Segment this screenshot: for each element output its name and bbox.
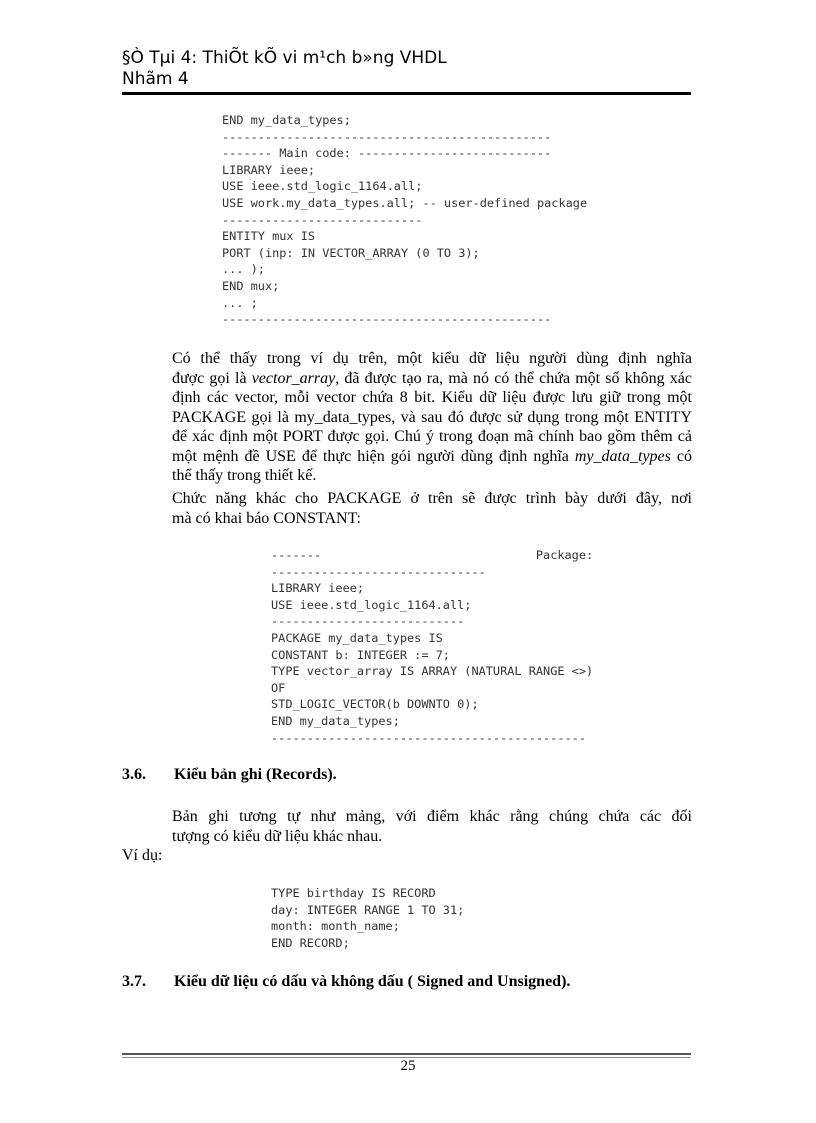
header-title: §Ò Tµi 4: ThiÕt kÕ vi m¹ch b»ng VHDL (122, 48, 447, 68)
paragraph-line: PACKAGE gọi là my_data_types, và sau đó được sử dụng trong một ENTITY (172, 408, 692, 426)
header-group: Nhãm 4 (122, 69, 189, 89)
paragraph-line: Bản ghi tương tự như mảng, với điểm khác rằng chúng chứa các đối (172, 808, 692, 825)
paragraph-constant-intro (122, 489, 692, 528)
code-block-main: END my_data_types; ---------------------------------------------- ------- Main code: --------------------------- LIBRARY ieee; USE ieee.std_logic_1164.all; USE work.my_data_types.all; -- user-defined package ---------------------------- ENTITY mux IS PORT (inp: IN VECTOR_ARRAY (0 TO 3); ... ); END mux; ... ; ---------------------------------------------- (222, 113, 588, 327)
paragraph-line: Chức năng khác cho PACKAGE ở trên sẽ được trình bày dưới đây, nơi (172, 490, 692, 507)
page-number: 25 (400, 1058, 416, 1074)
paragraph-vector-array (122, 349, 692, 486)
section-heading-signed (122, 973, 570, 991)
example-label: Ví dụ: (122, 847, 163, 864)
paragraph-line: được gọi là vector_array, đã được tạo ra, mà nó có thể chứa một số không xác (172, 369, 692, 387)
section-title: Kiểu dữ liệu có dấu và không dấu ( Signed and Unsigned). (174, 973, 571, 990)
paragraph-line: thể thấy trong thiết kế. (172, 467, 317, 484)
paragraph-records (122, 807, 692, 846)
section-heading-records (122, 766, 337, 784)
paragraph-line: Có thể thấy trong ví dụ trên, một kiểu dữ liệu người dùng định nghĩa (172, 350, 692, 367)
paragraph-line: tượng có kiểu dữ liệu khác nhau. (172, 827, 383, 845)
emphasis: vector_array (251, 369, 336, 387)
code-block-record: TYPE birthday IS RECORD day: INTEGER RANGE 1 TO 31; month: month_name; END RECORD; (271, 886, 465, 950)
paragraph-line: định các vector, mỗi vector chứa 8 bit. Kiểu dữ liệu được lưu giữ trong một (172, 389, 692, 406)
footer-rule (122, 1053, 691, 1055)
page-header (122, 48, 692, 90)
emphasis: my_data_types (574, 447, 671, 465)
section-number: 3.7. (122, 973, 146, 990)
paragraph-line: mà có khai báo CONSTANT: (172, 509, 361, 527)
section-title: Kiểu bản ghi (Records). (174, 766, 337, 783)
code-block-package: ------- Package: ------------------------------ LIBRARY ieee; USE ieee.std_logic_1164.all; --------------------------- PACKAGE my_data_types IS CONSTANT b: INTEGER := 7; TYPE vector_array IS ARRAY (NATURAL RANGE <>) OF STD_LOGIC_VECTOR(b DOWNTO 0); END my_data_types; -------------------------------------------- (271, 548, 594, 745)
paragraph-line: để xác định một PORT được gọi. Chú ý trong đoạn mã chính bao gồm thêm cả (172, 428, 692, 445)
header-rule (122, 92, 691, 95)
section-number: 3.6. (122, 766, 146, 783)
paragraph-line: một mệnh đề USE để thực hiện gói người dùng định nghĩa my_data_types có (172, 447, 692, 465)
